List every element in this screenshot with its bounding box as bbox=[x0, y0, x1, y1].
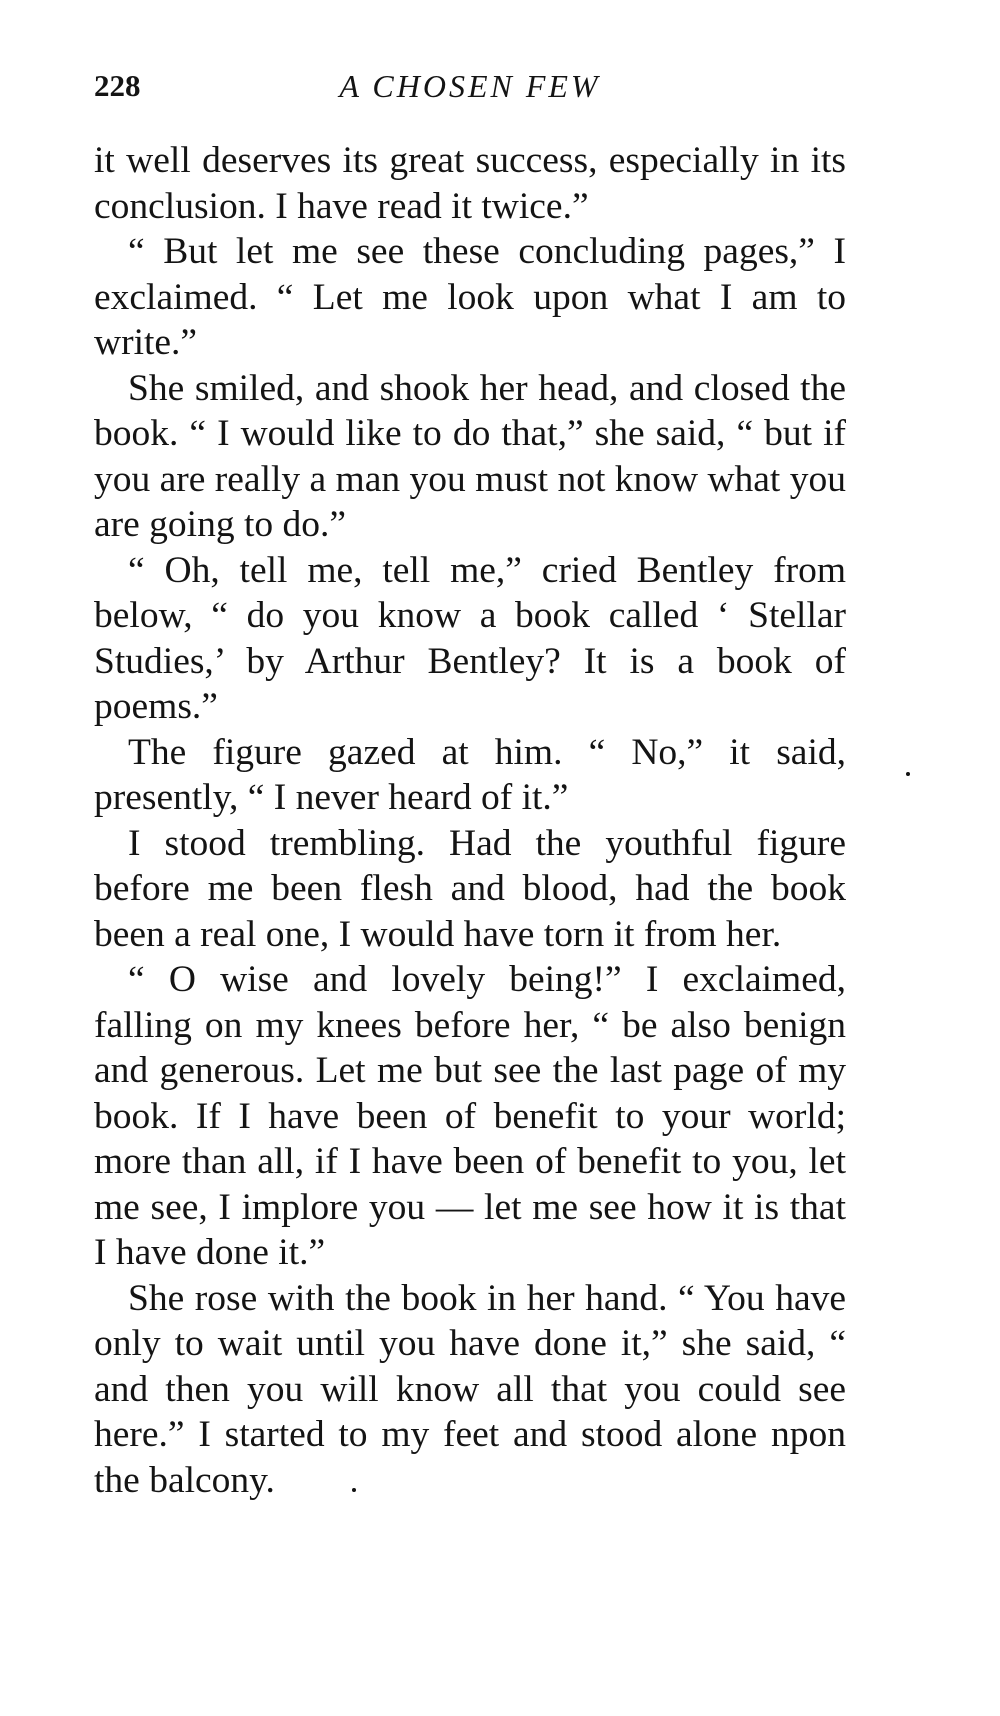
print-speck bbox=[352, 1488, 356, 1492]
running-head bbox=[94, 68, 846, 108]
page-number: 228 bbox=[94, 68, 141, 103]
paragraph: She smiled, and shook her head, and closed the book. “ I would like to do that,” she said, “ but if you are really a man you must not know what you are going to do.” bbox=[94, 367, 846, 545]
paragraph: “ Oh, tell me, tell me,” cried Bentley from below, “ do you know a book called ‘ Stellar Studies,’ by Arthur Bentley? It is a book of poems.” bbox=[94, 549, 846, 727]
paragraph: it well deserves its great success, especially in its conclusion. I have read it twice.” bbox=[94, 140, 846, 227]
paragraph: “ But let me see these concluding pages,” I exclaimed. “ Let me look upon what I am to write.” bbox=[94, 231, 846, 363]
book-title: A CHOSEN FEW bbox=[339, 68, 601, 104]
body-text bbox=[94, 138, 846, 1503]
paragraph: “ O wise and lovely being!” I exclaimed, falling on my knees before her, “ be also benign and generous. Let me but see the last page of my book. If I have been of benefit to your world; more than all, if I have been of benefit to you, let me see, I implore you — let me see how it is that I have done it.” bbox=[94, 959, 846, 1273]
paragraph: I stood trembling. Had the youthful figure before me been flesh and blood, had the book been a real one, I would have torn it from her. bbox=[94, 822, 846, 955]
paragraph: The figure gazed at him. “ No,” it said, presently, “ I never heard of it.” bbox=[94, 731, 846, 818]
paragraph: She rose with the book in her hand. “ You have only to wait until you have done it,” she said, “ and then you will know all that you could see here.” I started to my feet and stood alone npon the balcony. bbox=[94, 1277, 846, 1501]
print-speck bbox=[906, 772, 910, 776]
